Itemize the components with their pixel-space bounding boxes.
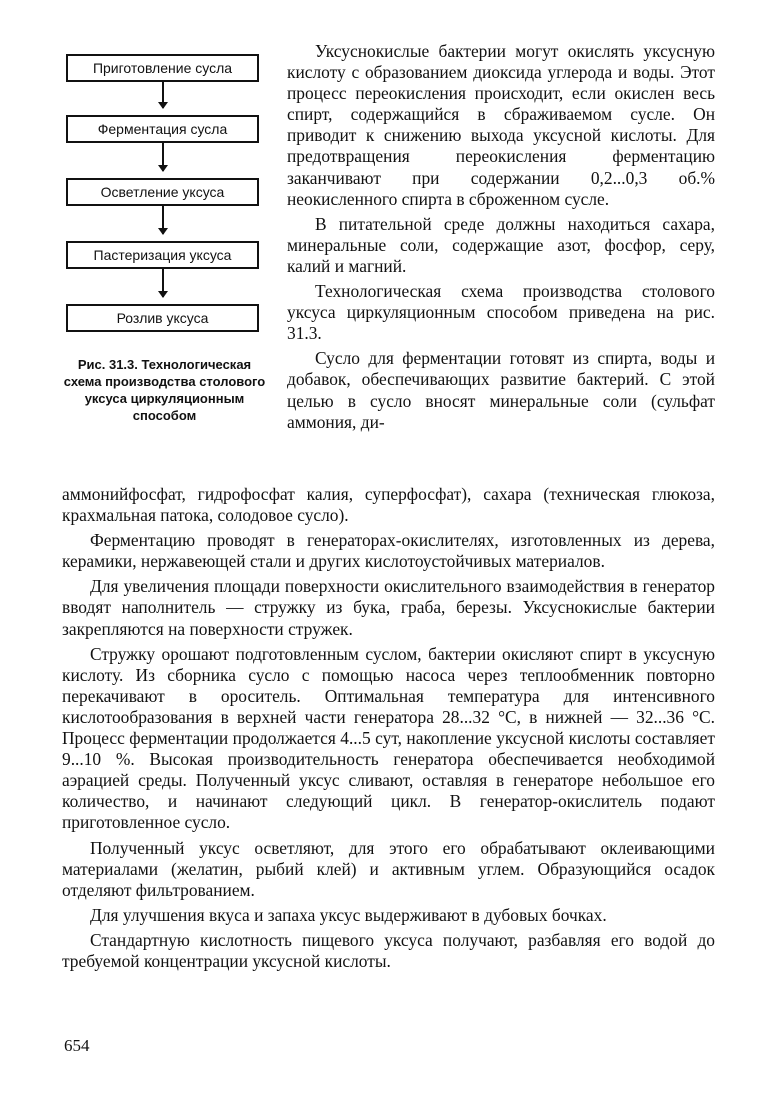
- flow-step-fermentation: Ферментация сусла: [66, 115, 259, 143]
- paragraph: Уксуснокислые бактерии могут окислять уксусную кислоту с образованием диоксида углерода и воды. Этот процесс переокисления происходит, если окислен весь спирт, содержащийся в сбраживаемом сусле. Он приводит к снижению выхода уксусной кислоты. Для предотвращения переокисления ферментацию заканчивают при содержании 0,2...0,3 об.% неокисленного спирта в сброженном сусле.: [287, 41, 715, 209]
- flow-arrow: [162, 206, 164, 234]
- paragraph: Технологическая схема производства столового уксуса циркуляционным способом приведена на рис. 31.3.: [287, 281, 715, 344]
- paragraph: Сусло для ферментации готовят из спирта, воды и добавок, обеспечивающих развитие бактерий. С этой целью в сусло вносят минеральные соли (сульфат аммония, ди-: [287, 348, 715, 432]
- right-column-text: [287, 41, 715, 433]
- paragraph: В питательной среде должны находиться сахара, минеральные соли, содержащие азот, фосфор, серу, калий и магний.: [287, 213, 715, 276]
- flow-step-clarification: Осветление уксуса: [66, 178, 259, 206]
- paragraph: Полученный уксус осветляют, для этого его обрабатывают оклеивающими материалами (желатин, рыбий клей) и активным углем. Образующийся осадок отделяют фильтрованием.: [62, 837, 715, 900]
- paragraph: Стружку орошают подготовленным суслом, бактерии окисляют спирт в уксусную кислоту. Из сборника сусло с помощью насоса через теплообменник повторно перекачивают в ороситель. Оптимальная температура для интенсивного кислотообразования в верхней части генератора 28...32 °С, в нижней — 32...36 °С. Процесс ферментации продолжается 4...5 сут, накопление уксусной кислоты составляет 9...10 %. Высокая производительность генератора обеспечивается необходимой аэрацией среды. Полученный уксус сливают, оставляя в генераторе небольшое его количество, и начинают следующий цикл. В генератор-окислитель подают приготовленное сусло.: [62, 643, 715, 833]
- paragraph: Для увеличения площади поверхности окислительного взаимодействия в генератор вводят наполнитель — стружку из бука, граба, березы. Уксуснокислые бактерии закрепляются на поверхности стружек.: [62, 576, 715, 639]
- flow-arrow: [162, 143, 164, 171]
- flow-step-bottling: Розлив уксуса: [66, 304, 259, 332]
- flow-arrow: [162, 82, 164, 108]
- page-number: 654: [64, 1036, 90, 1055]
- paragraph-continuation: аммонийфосфат, гидрофосфат калия, суперфосфат), сахара (техническая глюкоза, крахмальная патока, солодовое сусло).: [62, 484, 715, 526]
- flow-step-pasteurization: Пастеризация уксуса: [66, 241, 259, 269]
- full-width-text: [62, 484, 715, 972]
- paragraph: Для улучшения вкуса и запаха уксус выдерживают в дубовых бочках.: [90, 904, 607, 925]
- paragraph: Стандартную кислотность пищевого уксуса получают, разбавляя его водой до требуемой концентрации уксусной кислоты.: [62, 929, 715, 971]
- flow-step-wort-preparation: Приготовление сусла: [66, 54, 259, 82]
- flow-arrow: [162, 269, 164, 297]
- paragraph: Ферментацию проводят в генераторах-окислителях, изготовленных из дерева, керамики, нержавеющей стали и других кислотоустойчивых материалов.: [62, 530, 715, 572]
- figure-caption: Рис. 31.3. Технологическая схема производства столового уксуса циркуляционным способом: [63, 357, 266, 423]
